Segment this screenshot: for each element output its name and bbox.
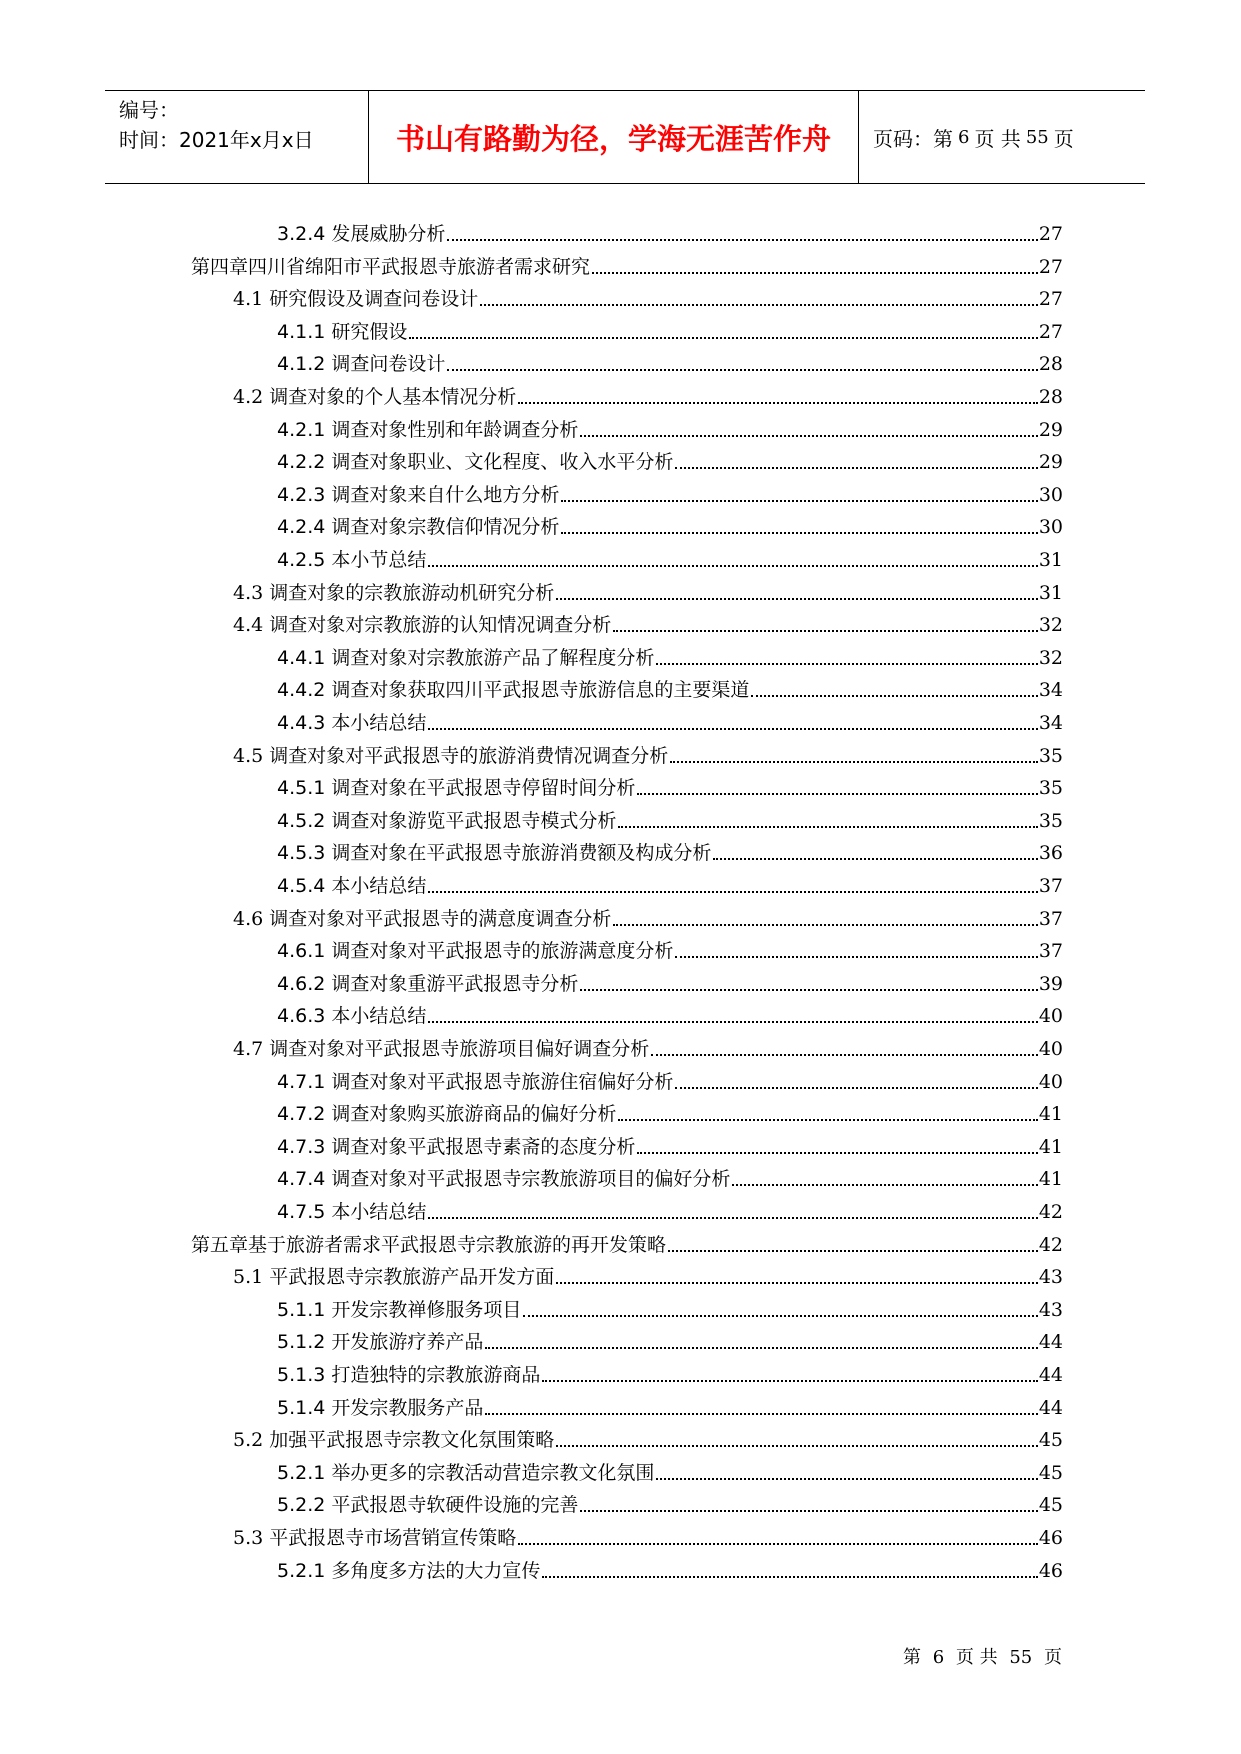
toc-entry-title: 4.2.5 本小节总结 — [277, 549, 427, 571]
toc-dot-leader — [637, 1152, 1037, 1154]
toc-entry[interactable] — [277, 1192, 1063, 1224]
toc-entry[interactable] — [233, 377, 1063, 409]
document-time: 时间：2021年x月x日 — [119, 128, 314, 152]
toc-entry[interactable] — [277, 964, 1063, 996]
toc-entry[interactable] — [277, 214, 1063, 246]
toc-entry-page: 41 — [1038, 1135, 1063, 1158]
toc-entry[interactable] — [277, 801, 1063, 833]
toc-dot-leader — [580, 989, 1037, 991]
document-number-label: 编号： — [119, 98, 179, 122]
toc-entry-page: 34 — [1038, 679, 1063, 702]
toc-entry-page: 28 — [1038, 353, 1063, 376]
toc-entry[interactable] — [277, 638, 1063, 670]
toc-entry-page: 40 — [1038, 1005, 1063, 1028]
toc-entry-title: 第四章四川省绵阳市平武报恩寺旅游者需求研究 — [191, 255, 591, 278]
page-footer — [0, 1643, 1062, 1669]
toc-entry-title: 5.1.4 开发宗教服务产品 — [277, 1396, 484, 1419]
header-page-total: 55 — [1025, 126, 1049, 148]
toc-dot-leader — [668, 1250, 1038, 1252]
toc-entry-page: 27 — [1038, 320, 1063, 343]
toc-entry-page: 37 — [1038, 875, 1063, 897]
toc-entry-title: 4.4.2 调查对象获取四川平武报恩寺旅游信息的主要渠道 — [277, 679, 750, 702]
toc-entry[interactable] — [233, 899, 1063, 931]
toc-entry-title: 4.7.5 本小结总结 — [277, 1201, 427, 1223]
toc-entry-title: 5.3 平武报恩寺市场营销宣传策略 — [233, 1527, 517, 1549]
toc-entry-page: 29 — [1038, 418, 1063, 441]
toc-entry-page: 44 — [1038, 1396, 1063, 1419]
toc-entry[interactable] — [191, 1225, 1063, 1257]
toc-entry-title: 4.2.4 调查对象宗教信仰情况分析 — [277, 516, 560, 539]
toc-entry[interactable] — [277, 410, 1063, 442]
footer-mid: 页 共 — [955, 1647, 998, 1668]
toc-dot-leader — [651, 1054, 1038, 1056]
toc-dot-leader — [675, 467, 1037, 469]
toc-dot-leader — [518, 402, 1038, 404]
toc-entry[interactable] — [277, 931, 1063, 963]
toc-entry[interactable] — [277, 768, 1063, 800]
toc-entry-title: 5.2 加强平武报恩寺宗教文化氛围策略 — [233, 1429, 555, 1452]
toc-dot-leader — [409, 337, 1037, 339]
toc-dot-leader — [485, 1413, 1037, 1415]
toc-dot-leader — [580, 1510, 1037, 1512]
toc-dot-leader — [713, 858, 1037, 860]
toc-entry-title: 4.7 调查对象对平武报恩寺旅游项目偏好调查分析 — [233, 1038, 650, 1060]
toc-entry-title: 5.2.2 平武报恩寺软硬件设施的完善 — [277, 1494, 579, 1517]
toc-entry-title: 4.6 调查对象对平武报恩寺的满意度调查分析 — [233, 907, 612, 930]
toc-entry-title: 4.4 调查对象对宗教旅游的认知情况调查分析 — [233, 614, 612, 637]
toc-entry-page: 41 — [1038, 1168, 1063, 1191]
toc-dot-leader — [480, 304, 1038, 306]
toc-entry-page: 35 — [1038, 744, 1063, 767]
toc-entry[interactable] — [233, 1420, 1063, 1452]
toc-entry[interactable] — [277, 312, 1063, 344]
toc-entry[interactable] — [191, 247, 1063, 279]
toc-entry-title: 3.2.4 发展威胁分析 — [277, 223, 446, 245]
toc-dot-leader — [675, 956, 1037, 958]
toc-entry-title: 第五章基于旅游者需求平武报恩寺宗教旅游的再开发策略 — [191, 1233, 667, 1256]
toc-entry-page: 44 — [1038, 1331, 1063, 1354]
toc-entry-title: 4.5 调查对象对平武报恩寺的旅游消费情况调查分析 — [233, 744, 669, 767]
toc-entry-title: 4.5.3 调查对象在平武报恩寺旅游消费额及构成分析 — [277, 842, 712, 865]
toc-entry-title: 5.2.1 多角度多方法的大力宣传 — [277, 1559, 541, 1582]
toc-entry-title: 4.7.1 调查对象对平武报恩寺旅游住宿偏好分析 — [277, 1070, 674, 1093]
toc-entry-title: 5.1.3 打造独特的宗教旅游商品 — [277, 1364, 541, 1386]
toc-entry-title: 4.4.3 本小结总结 — [277, 712, 427, 734]
toc-entry-title: 5.2.1 举办更多的宗教活动营造宗教文化氛围 — [277, 1461, 655, 1484]
toc-dot-leader — [428, 1021, 1037, 1023]
toc-entry[interactable] — [277, 1453, 1063, 1485]
toc-dot-leader — [592, 272, 1038, 274]
toc-dot-leader — [428, 565, 1037, 567]
toc-entry-page: 37 — [1038, 907, 1063, 930]
toc-entry-title: 4.6.1 调查对象对平武报恩寺的旅游满意度分析 — [277, 940, 674, 963]
toc-dot-leader — [656, 663, 1037, 665]
toc-dot-leader — [556, 598, 1038, 600]
toc-entry-title: 4.5.1 调查对象在平武报恩寺停留时间分析 — [277, 777, 636, 800]
toc-entry[interactable] — [277, 1485, 1063, 1517]
toc-dot-leader — [556, 1445, 1038, 1447]
toc-entry-title: 4.2.3 调查对象来自什么地方分析 — [277, 483, 560, 506]
toc-entry[interactable] — [277, 670, 1063, 702]
toc-entry[interactable] — [277, 1322, 1063, 1354]
toc-entry-page: 30 — [1038, 516, 1063, 539]
toc-entry-page: 44 — [1038, 1364, 1063, 1386]
toc-entry[interactable] — [277, 1290, 1063, 1322]
toc-entry-page: 45 — [1038, 1429, 1063, 1452]
toc-entry-page: 32 — [1038, 646, 1063, 669]
toc-entry[interactable] — [277, 1355, 1063, 1387]
toc-entry-title: 4.3 调查对象的宗教旅游动机研究分析 — [233, 581, 555, 604]
toc-entry-page: 39 — [1038, 972, 1063, 995]
toc-entry[interactable] — [233, 279, 1063, 311]
toc-dot-leader — [613, 924, 1038, 926]
toc-entry[interactable] — [277, 1127, 1063, 1159]
toc-entry-page: 45 — [1038, 1494, 1063, 1517]
toc-dot-leader — [542, 1380, 1037, 1382]
toc-entry-page: 37 — [1038, 940, 1063, 963]
toc-entry-title: 4.7.2 调查对象购买旅游商品的偏好分析 — [277, 1103, 617, 1126]
toc-dot-leader — [561, 500, 1037, 502]
toc-entry-title: 5.1.2 开发旅游疗养产品 — [277, 1331, 484, 1354]
footer-prefix: 第 — [902, 1647, 921, 1668]
toc-entry[interactable] — [277, 866, 1063, 898]
header-page-prefix: 页码：第 — [873, 126, 953, 151]
toc-entry-title: 4.1.2 调查问卷设计 — [277, 353, 446, 376]
toc-dot-leader — [428, 891, 1037, 893]
toc-entry-page: 27 — [1038, 288, 1063, 311]
toc-entry-page: 43 — [1038, 1266, 1063, 1289]
footer-page-total: 55 — [1009, 1647, 1033, 1668]
toc-entry-page: 36 — [1038, 842, 1063, 865]
toc-dot-leader — [637, 793, 1037, 795]
toc-entry[interactable] — [277, 475, 1063, 507]
toc-entry[interactable] — [233, 1518, 1063, 1550]
toc-entry-title: 4.2 调查对象的个人基本情况分析 — [233, 386, 517, 408]
toc-entry-page: 29 — [1038, 451, 1063, 474]
footer-suffix: 页 — [1044, 1647, 1062, 1668]
toc-entry-page: 30 — [1038, 483, 1063, 506]
toc-dot-leader — [428, 728, 1037, 730]
toc-entry-page: 27 — [1038, 255, 1063, 278]
header-motto: 书山有路勤为径，学海无涯苦作舟 — [369, 91, 859, 183]
toc-dot-leader — [542, 1576, 1037, 1578]
toc-entry-title: 4.7.4 调查对象对平武报恩寺宗教旅游项目的偏好分析 — [277, 1168, 731, 1191]
toc-dot-leader — [485, 1347, 1037, 1349]
toc-entry-title: 5.1.1 开发宗教禅修服务项目 — [277, 1298, 522, 1321]
toc-entry[interactable] — [277, 1159, 1063, 1191]
toc-entry-page: 45 — [1038, 1461, 1063, 1484]
toc-entry-page: 43 — [1038, 1298, 1063, 1321]
toc-entry-page: 42 — [1038, 1201, 1063, 1223]
toc-entry[interactable] — [233, 1029, 1063, 1061]
toc-entry[interactable] — [233, 605, 1063, 637]
toc-entry-title: 4.7.3 调查对象平武报恩寺素斋的态度分析 — [277, 1135, 636, 1158]
toc-entry-page: 34 — [1038, 712, 1063, 734]
header-page-info — [859, 91, 1145, 183]
toc-entry-page: 31 — [1038, 581, 1063, 604]
toc-dot-leader — [556, 1282, 1038, 1284]
page-header — [105, 90, 1145, 184]
toc-dot-leader — [675, 1087, 1037, 1089]
toc-entry[interactable] — [277, 540, 1063, 572]
toc-dot-leader — [580, 435, 1037, 437]
toc-entry[interactable] — [277, 1062, 1063, 1094]
toc-dot-leader — [561, 532, 1037, 534]
toc-entry-page: 42 — [1038, 1233, 1063, 1256]
toc-dot-leader — [656, 1478, 1037, 1480]
toc-entry-title: 4.4.1 调查对象对宗教旅游产品了解程度分析 — [277, 646, 655, 669]
toc-dot-leader — [618, 1119, 1037, 1121]
toc-entry-page: 28 — [1038, 386, 1063, 408]
toc-entry-title: 4.2.2 调查对象职业、文化程度、收入水平分析 — [277, 451, 674, 474]
toc-entry-title: 4.5.4 本小结总结 — [277, 875, 427, 897]
toc-entry[interactable] — [233, 736, 1063, 768]
toc-entry-page: 35 — [1038, 777, 1063, 800]
toc-dot-leader — [518, 1543, 1038, 1545]
toc-entry[interactable] — [233, 573, 1063, 605]
toc-dot-leader — [428, 1217, 1037, 1219]
toc-entry[interactable] — [277, 703, 1063, 735]
toc-entry-title: 4.1 研究假设及调查问卷设计 — [233, 288, 479, 311]
toc-entry-title: 4.1.1 研究假设 — [277, 320, 408, 343]
toc-entry-title: 4.6.2 调查对象重游平武报恩寺分析 — [277, 972, 579, 995]
toc-dot-leader — [523, 1315, 1037, 1317]
toc-entry-title: 5.1 平武报恩寺宗教旅游产品开发方面 — [233, 1266, 555, 1289]
toc-entry[interactable] — [277, 1551, 1063, 1583]
toc-entry[interactable] — [233, 1257, 1063, 1289]
header-page-mid: 页 共 — [974, 126, 1021, 151]
toc-entry-page: 40 — [1038, 1038, 1063, 1060]
header-page-number: 6 — [958, 126, 970, 148]
toc-dot-leader — [618, 826, 1037, 828]
toc-entry[interactable] — [277, 507, 1063, 539]
toc-dot-leader — [447, 239, 1037, 241]
toc-dot-leader — [751, 695, 1037, 697]
toc-entry-title: 4.2.1 调查对象性别和年龄调查分析 — [277, 418, 579, 441]
toc-dot-leader — [670, 761, 1038, 763]
toc-entry-page: 32 — [1038, 614, 1063, 637]
toc-entry-title: 4.5.2 调查对象游览平武报恩寺模式分析 — [277, 809, 617, 832]
toc-dot-leader — [447, 369, 1037, 371]
header-meta — [105, 91, 369, 183]
toc-entry-page: 46 — [1038, 1559, 1063, 1582]
toc-entry[interactable] — [277, 996, 1063, 1028]
toc-entry-page: 27 — [1038, 223, 1063, 245]
toc-entry[interactable] — [277, 1388, 1063, 1420]
toc-entry-page: 31 — [1038, 549, 1063, 571]
toc-dot-leader — [732, 1184, 1037, 1186]
toc-dot-leader — [613, 630, 1038, 632]
toc-entry-page: 46 — [1038, 1527, 1063, 1549]
toc-entry[interactable] — [277, 833, 1063, 865]
header-page-suffix: 页 — [1053, 126, 1074, 151]
toc-entry[interactable] — [277, 344, 1063, 376]
toc-entry-page: 40 — [1038, 1070, 1063, 1093]
footer-page-number: 6 — [932, 1647, 945, 1668]
toc-entry[interactable] — [277, 442, 1063, 474]
toc-entry-page: 41 — [1038, 1103, 1063, 1126]
toc-entry-page: 35 — [1038, 809, 1063, 832]
toc-entry[interactable] — [277, 1094, 1063, 1126]
toc-entry-title: 4.6.3 本小结总结 — [277, 1005, 427, 1028]
